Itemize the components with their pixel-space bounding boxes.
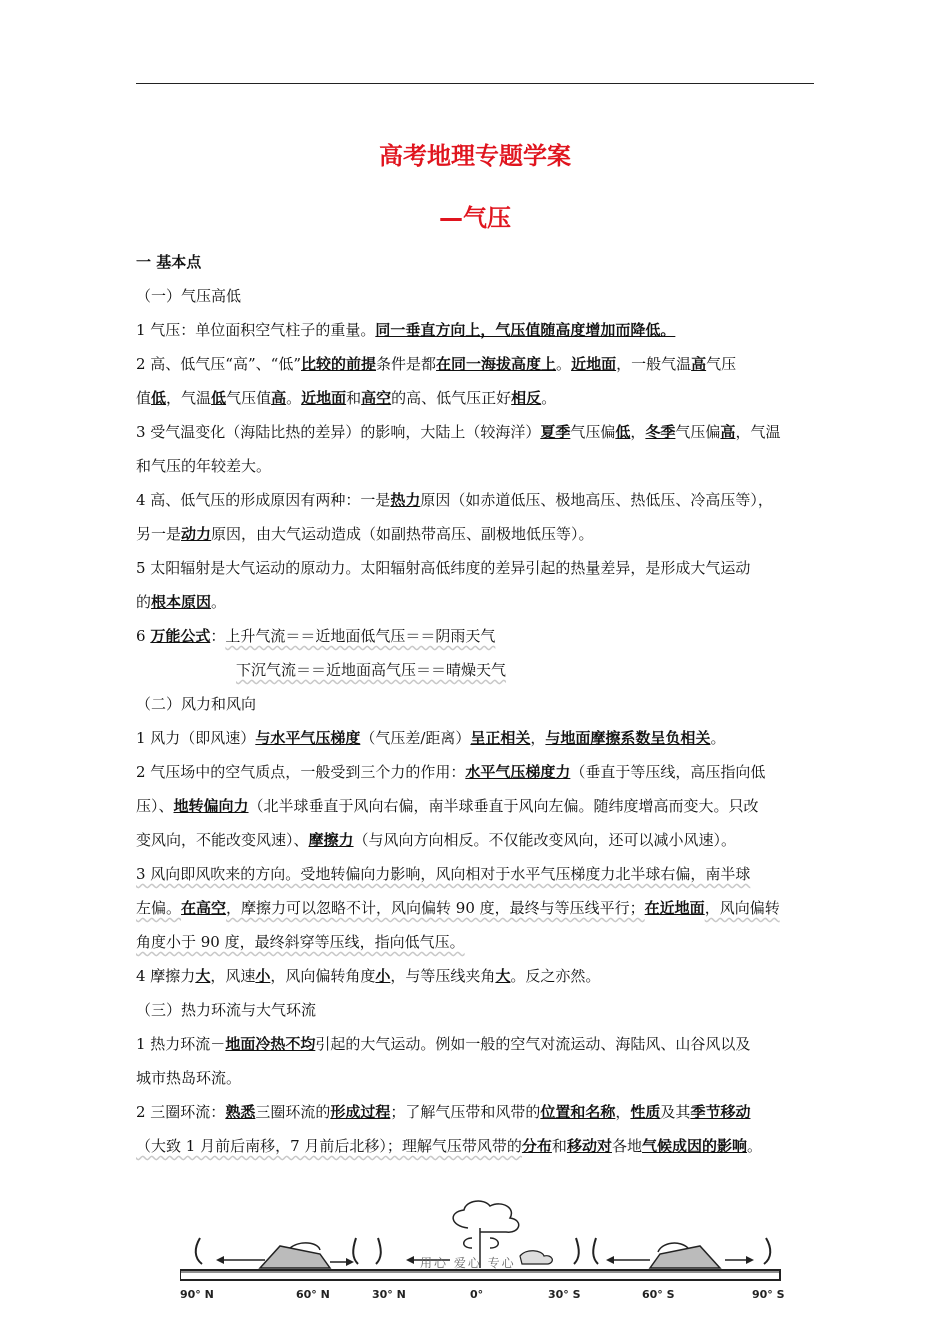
text: ：	[210, 627, 226, 645]
key-term: 熟悉	[225, 1103, 256, 1121]
text: 气压偏	[570, 423, 616, 441]
paragraph-line	[136, 313, 816, 347]
key-term: 地面冷热不均	[225, 1035, 316, 1053]
text: 另一是	[136, 525, 182, 543]
paragraph-line	[136, 959, 816, 993]
text: 3 风向即风吹来的方向。受地转偏向力影响，风向相对于水平气压梯度力北半球右偏，南半球	[136, 865, 751, 883]
text: 原因（如赤道低压、极地高压、热低压、冷高压等），	[420, 491, 773, 509]
cloud-small	[520, 1251, 552, 1264]
document-body	[136, 245, 816, 1163]
key-term: 小	[375, 967, 391, 985]
key-term: 低	[151, 389, 167, 407]
text: 三圈环流的	[255, 1103, 331, 1121]
latitude-label: 0°	[470, 1288, 484, 1301]
text: 。	[746, 1137, 762, 1155]
header-rule	[136, 83, 814, 84]
paragraph-line	[136, 789, 816, 823]
key-term: 万能公式	[150, 627, 211, 645]
key-term: 高空	[361, 389, 392, 407]
key-term: 夏季	[540, 423, 571, 441]
text: ，风向偏转	[704, 899, 780, 917]
text: 值	[136, 389, 152, 407]
text: 及其	[660, 1103, 691, 1121]
key-term: 大	[195, 967, 211, 985]
key-term: 大	[495, 967, 511, 985]
key-term: 近地面	[571, 355, 617, 373]
text: 6	[136, 627, 151, 645]
airflow-arrow	[353, 1238, 358, 1264]
key-term: 与地面摩擦系数呈负相关	[545, 729, 711, 747]
latitude-label: 60° S	[642, 1288, 675, 1301]
key-term: 近地面	[301, 389, 347, 407]
text: ，	[630, 423, 646, 441]
text: 气压偏	[675, 423, 721, 441]
key-term: 在同一海拔高度上	[436, 355, 557, 373]
key-term: 冬季	[645, 423, 676, 441]
text: ，气温	[166, 389, 212, 407]
text: 的高、低气压正好	[391, 389, 512, 407]
text: 。	[556, 355, 572, 373]
paragraph-line	[136, 823, 816, 857]
section-heading: 一 基本点	[136, 253, 202, 271]
text: （垂直于等压线，高压指向低	[570, 763, 766, 781]
paragraph-line	[136, 1027, 816, 1061]
key-term: 呈正相关	[470, 729, 531, 747]
text: 。	[286, 389, 302, 407]
key-term: 低	[211, 389, 227, 407]
subsection-heading: （一）气压高低	[136, 287, 242, 305]
text: 。	[211, 593, 227, 611]
text: 压）、	[136, 797, 174, 815]
paragraph-line	[136, 415, 816, 449]
text: 气压值	[226, 389, 272, 407]
text: 各地	[611, 1137, 642, 1155]
key-term: 气候成因的影响	[641, 1137, 747, 1155]
text: （大致 1 月前后南移，7 月前后北移）；理解气压带风带的	[136, 1137, 522, 1155]
subsection-heading: （三）热力环流与大气环流	[136, 1001, 317, 1019]
paragraph-line: 5 太阳辐射是大气运动的原动力。太阳辐射高低纬度的差异引起的热量差异，是形成大气运动	[136, 559, 751, 577]
key-term: 在高空	[181, 899, 227, 917]
text: 。	[710, 729, 726, 747]
text: ，摩擦力可以忽略不计，风向偏转 90 度，最终与等压线平行；	[226, 899, 645, 917]
arrowhead	[216, 1256, 224, 1264]
text: ，与等压线夹角	[390, 967, 496, 985]
key-term: 性质	[630, 1103, 661, 1121]
text: （气压差/距离）	[360, 729, 471, 747]
cloud-puff	[464, 1238, 499, 1248]
formula-line	[136, 619, 816, 653]
formula-line	[136, 653, 816, 687]
arrowhead	[606, 1256, 614, 1264]
paragraph-line	[136, 1095, 816, 1129]
text: 2 高、低气压“高”、“低”	[136, 355, 301, 373]
arrowhead	[406, 1256, 414, 1264]
paragraph-line	[136, 483, 816, 517]
paragraph-line	[136, 721, 816, 755]
airflow-arrow	[593, 1238, 598, 1264]
circulation-diagram	[180, 1198, 800, 1308]
text: ，风速	[210, 967, 256, 985]
text: 和	[346, 389, 362, 407]
airflow-arrow	[376, 1238, 381, 1264]
airflow-arrow	[574, 1238, 579, 1264]
paragraph-line	[136, 347, 816, 381]
key-term: 摩擦力	[308, 831, 354, 849]
text: 1 热力环流－	[136, 1035, 226, 1053]
text: （北半球垂直于风向右偏，南半球垂直于风向左偏。随纬度增高而变大。只改	[248, 797, 759, 815]
text: 4 高、低气压的形成原因有两种：一是	[136, 491, 391, 509]
key-point: 同一垂直方向上，气压值随高度增加而降低。	[375, 321, 676, 339]
arrowhead	[346, 1258, 354, 1266]
page-subtitle: —气压	[439, 204, 511, 232]
text: 和	[551, 1137, 567, 1155]
text: ，	[530, 729, 546, 747]
page-title: 高考地理专题学案	[379, 142, 571, 170]
text: ，风向偏转角度	[270, 967, 376, 985]
latitude-label: 90° N	[180, 1288, 214, 1301]
key-term: 移动对	[566, 1137, 612, 1155]
text: 的	[136, 593, 152, 611]
text: 。反之亦然。	[510, 967, 601, 985]
text: 1 气压：单位面积空气柱子的重量。	[136, 321, 376, 339]
text: 。	[541, 389, 557, 407]
text: 变风向，不能改变风速）、	[136, 831, 309, 849]
key-term: 季节移动	[690, 1103, 751, 1121]
key-term: 根本原因	[151, 593, 212, 611]
key-term: 高	[271, 389, 287, 407]
text: 1 风力（即风速）	[136, 729, 256, 747]
text: 原因，由大气运动造成（如副热带高压、副极地低压等）。	[211, 525, 594, 543]
subsection-heading: （二）风力和风向	[136, 695, 257, 713]
paragraph-line	[136, 381, 816, 415]
latitude-label: 60° N	[296, 1288, 330, 1301]
airflow-arrow	[764, 1238, 770, 1264]
key-term: 分布	[521, 1137, 552, 1155]
latitude-label: 30° S	[548, 1288, 581, 1301]
key-term: 比较的前提	[301, 355, 377, 373]
paragraph-line	[136, 755, 816, 789]
watermark: 用心 爱心 专心	[420, 1256, 516, 1270]
text: 气压	[706, 355, 737, 373]
text: 左偏。	[136, 899, 182, 917]
paragraph-line	[136, 925, 816, 959]
key-term: 与水平气压梯度	[255, 729, 361, 747]
text: 3 受气温变化（海陆比热的差异）的影响，大陆上（较海洋）	[136, 423, 541, 441]
paragraph-line	[136, 517, 816, 551]
key-term: 在近地面	[644, 899, 705, 917]
key-term: 小	[255, 967, 271, 985]
text: ，气温	[735, 423, 781, 441]
formula: 下沉气流＝＝近地面高气压＝＝晴燥天气	[236, 661, 507, 679]
paragraph-line	[136, 857, 816, 891]
text: 4 摩擦力	[136, 967, 196, 985]
formula: 上升气流＝＝近地面低气压＝＝阴雨天气	[225, 627, 496, 645]
arrowhead	[746, 1256, 754, 1264]
latitude-label: 90° S	[752, 1288, 785, 1301]
key-term: 低	[615, 423, 631, 441]
text: 角度小于 90 度，最终斜穿等压线，指向低气压。	[136, 933, 465, 951]
airflow-arrow	[196, 1238, 202, 1264]
latitude-label: 30° N	[372, 1288, 406, 1301]
text: 条件是都	[376, 355, 437, 373]
paragraph-line	[136, 585, 816, 619]
key-term: 形成过程	[330, 1103, 391, 1121]
key-term: 动力	[181, 525, 212, 543]
key-term: 地转偏向力	[173, 797, 249, 815]
circulation-diagram-svg	[180, 1198, 800, 1308]
key-term: 高	[691, 355, 707, 373]
polar-front-wedge	[650, 1246, 720, 1268]
paragraph-line	[136, 891, 816, 925]
text: ，	[615, 1103, 631, 1121]
key-term: 高	[720, 423, 736, 441]
key-term: 热力	[390, 491, 421, 509]
text: 2 气压场中的空气质点，一般受到三个力的作用：	[136, 763, 466, 781]
paragraph-line: 和气压的年较差大。	[136, 457, 272, 475]
text: 2 三圈环流：	[136, 1103, 226, 1121]
paragraph-line: 城市热岛环流。	[136, 1069, 242, 1087]
key-term: 水平气压梯度力	[465, 763, 571, 781]
text: ，一般气温	[616, 355, 692, 373]
paragraph-line	[136, 1129, 816, 1163]
key-term: 位置和名称	[540, 1103, 616, 1121]
key-term: 相反	[511, 389, 542, 407]
text: ；了解气压带和风带的	[390, 1103, 541, 1121]
text: 引起的大气运动。例如一般的空气对流运动、海陆风、山谷风以及	[315, 1035, 751, 1053]
text: （与风向方向相反。不仅能改变风向，还可以减小风速）。	[353, 831, 737, 849]
